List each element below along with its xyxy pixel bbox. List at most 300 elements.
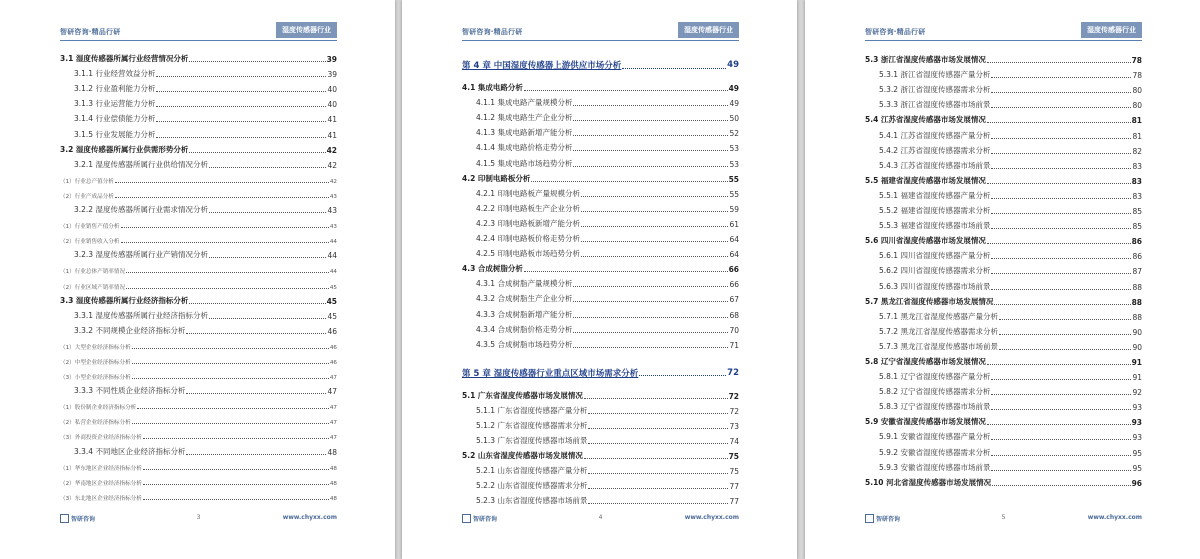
dot-leader bbox=[991, 77, 1131, 78]
dot-leader bbox=[991, 138, 1131, 139]
toc-entry-title: （1）行业总产值分析 bbox=[60, 178, 114, 185]
dot-leader bbox=[991, 153, 1131, 154]
toc-entry-title: 3.2.2 湿度传感器所属行业需求情况分析 bbox=[74, 205, 208, 215]
toc-entry[interactable] bbox=[60, 94, 337, 109]
toc-entry-page: 64 bbox=[729, 250, 739, 260]
toc-entry-page: 45 bbox=[327, 311, 337, 321]
toc-entry[interactable] bbox=[865, 201, 1142, 216]
dot-leader bbox=[524, 271, 728, 272]
toc-entry[interactable] bbox=[60, 64, 337, 79]
toc-entry[interactable] bbox=[60, 170, 337, 185]
toc-entry[interactable] bbox=[865, 367, 1142, 382]
toc-entry-title: 4.1 集成电路分析 bbox=[462, 83, 523, 93]
toc-entry[interactable] bbox=[60, 411, 337, 426]
toc-entry[interactable] bbox=[60, 291, 337, 306]
toc-entry-title: 4.1.4 集成电路价格走势分析 bbox=[476, 143, 573, 153]
brand-label: 智研咨询·精品行研 bbox=[865, 28, 926, 36]
toc-entry[interactable] bbox=[60, 215, 337, 230]
toc-entry-title: 3.1.1 行业经营效益分析 bbox=[74, 69, 156, 79]
dot-leader bbox=[991, 198, 1131, 199]
toc-entry[interactable] bbox=[462, 476, 739, 491]
dot-leader bbox=[531, 181, 727, 182]
toc-entry[interactable] bbox=[462, 123, 739, 138]
toc-entry[interactable] bbox=[60, 396, 337, 411]
toc-entry-title: 4.2.2 印制电路板生产企业分析 bbox=[476, 203, 580, 213]
toc-entry[interactable] bbox=[462, 304, 739, 319]
toc-entry-title: 4.3.3 合成树脂新增产能分析 bbox=[476, 309, 573, 319]
toc-entry-title: （2）行业区域产销率情况 bbox=[60, 284, 126, 291]
industry-tag: 湿度传感器行业 bbox=[276, 22, 337, 38]
toc-entry-page: 53 bbox=[729, 144, 739, 154]
toc-entry-title: 5.2 山东省湿度传感器市场发展情况 bbox=[462, 451, 583, 461]
toc-entry[interactable] bbox=[60, 487, 337, 502]
footer-logo: 智研咨询 bbox=[60, 514, 95, 523]
toc-entry[interactable] bbox=[865, 442, 1142, 457]
toc-entry-title: 5.2.1 山东省湿度传感器产量分析 bbox=[476, 466, 588, 476]
dot-leader bbox=[573, 317, 728, 318]
toc-entry-page: 70 bbox=[729, 325, 739, 335]
dot-leader bbox=[994, 304, 1130, 305]
table-of-contents bbox=[865, 50, 1142, 488]
toc-entry-page: 85 bbox=[1132, 207, 1142, 217]
dot-leader bbox=[132, 423, 329, 424]
toc-entry-page: 78 bbox=[1132, 71, 1142, 81]
industry-tag: 湿度传感器行业 bbox=[678, 22, 739, 38]
toc-entry-page: 47 bbox=[329, 435, 337, 442]
toc-entry[interactable] bbox=[462, 184, 739, 199]
toc-entry[interactable] bbox=[60, 336, 337, 351]
toc-entry-title: 3.1.2 行业盈利能力分析 bbox=[74, 84, 156, 94]
toc-entry-title: 4.1.5 集成电路市场趋势分析 bbox=[476, 158, 573, 168]
toc-entry[interactable] bbox=[60, 441, 337, 456]
toc-entry-title: （3）东北地区企业经济指标分析 bbox=[60, 495, 142, 502]
dot-leader bbox=[588, 473, 728, 474]
toc-entry-title: 3.1.3 行业运营能力分析 bbox=[74, 99, 156, 109]
toc-entry-page: 85 bbox=[1132, 222, 1142, 232]
toc-entry-title: 5.4.2 江苏省湿度传感器需求分析 bbox=[879, 145, 991, 155]
dot-leader bbox=[622, 68, 726, 69]
document-page bbox=[402, 0, 797, 559]
dot-leader bbox=[126, 288, 329, 289]
toc-entry[interactable] bbox=[865, 276, 1142, 291]
dot-leader bbox=[581, 196, 728, 197]
dot-leader bbox=[573, 301, 728, 302]
toc-entry[interactable] bbox=[865, 156, 1142, 171]
toc-entry-title: （1）行业销售产值分析 bbox=[60, 224, 120, 231]
toc-entry-title: 5.3.1 浙江省湿度传感器产量分析 bbox=[879, 70, 991, 80]
dot-leader bbox=[143, 484, 329, 485]
toc-entry[interactable] bbox=[60, 49, 337, 64]
toc-entry-title: 5.8 辽宁省湿度传感器市场发展情况 bbox=[865, 356, 986, 366]
toc-entry[interactable] bbox=[865, 458, 1142, 473]
toc-entry[interactable] bbox=[865, 261, 1142, 276]
toc-entry-page: 47 bbox=[329, 405, 337, 412]
toc-entry-page: 44 bbox=[329, 269, 337, 276]
toc-entry-title: 5.7.1 黑龙江省湿度传感器产量分析 bbox=[879, 311, 998, 321]
toc-entry[interactable] bbox=[60, 260, 337, 275]
toc-entry-page: 42 bbox=[329, 178, 337, 185]
dot-leader bbox=[209, 167, 326, 168]
toc-entry-page: 46 bbox=[329, 359, 337, 366]
table-of-contents bbox=[462, 52, 739, 506]
footer-url[interactable]: www.chyxx.com bbox=[684, 514, 739, 521]
dot-leader bbox=[991, 107, 1131, 108]
toc-entry-page: 49 bbox=[728, 84, 739, 94]
toc-entry[interactable] bbox=[865, 50, 1142, 65]
toc-entry[interactable] bbox=[462, 491, 739, 506]
page-number: 3 bbox=[196, 514, 201, 521]
toc-entry[interactable] bbox=[462, 416, 739, 431]
toc-entry-page: 93 bbox=[1132, 433, 1142, 443]
dot-leader bbox=[143, 438, 329, 439]
dot-leader bbox=[115, 197, 329, 198]
toc-entry-title: 3.3.1 湿度传感器所属行业经济指标分析 bbox=[74, 310, 208, 320]
toc-entry-page: 47 bbox=[329, 375, 337, 382]
toc-entry-page: 91 bbox=[1132, 373, 1142, 383]
toc-entry-page: 66 bbox=[729, 280, 739, 290]
toc-entry-title: 5.4 江苏省湿度传感器市场发展情况 bbox=[865, 115, 986, 125]
toc-entry-title: 5.1.3 广东省湿度传感器市场前景 bbox=[476, 436, 588, 446]
toc-entry[interactable] bbox=[462, 289, 739, 304]
toc-entry-title: 4.1.1 集成电路产量规模分析 bbox=[476, 98, 573, 108]
dot-leader bbox=[186, 454, 326, 455]
toc-entry[interactable] bbox=[60, 124, 337, 139]
toc-entry-page: 45 bbox=[326, 296, 337, 306]
toc-entry[interactable] bbox=[462, 446, 739, 461]
toc-entry[interactable] bbox=[865, 231, 1142, 246]
toc-entry-title: （3）外商投资企业经济指标分析 bbox=[60, 435, 142, 442]
toc-entry-title: 5.3.2 浙江省湿度传感器需求分析 bbox=[879, 85, 991, 95]
page-header bbox=[865, 22, 1142, 41]
toc-entry-title: 5.8.3 辽宁省湿度传感器市场前景 bbox=[879, 402, 991, 412]
toc-entry-page: 66 bbox=[728, 265, 739, 275]
toc-entry[interactable] bbox=[462, 401, 739, 416]
toc-entry[interactable] bbox=[865, 141, 1142, 156]
toc-entry[interactable] bbox=[60, 245, 337, 260]
toc-entry-title: （1）行业总体产销率情况 bbox=[60, 269, 126, 276]
toc-entry-title: 4.3.4 合成树脂价格走势分析 bbox=[476, 324, 573, 334]
dot-leader bbox=[991, 470, 1131, 471]
toc-entry[interactable] bbox=[462, 431, 739, 446]
toc-entry[interactable] bbox=[865, 307, 1142, 322]
toc-entry-page: 43 bbox=[329, 193, 337, 200]
toc-entry-page: 78 bbox=[1131, 56, 1142, 66]
toc-entry[interactable] bbox=[60, 457, 337, 472]
toc-entry-page: 68 bbox=[729, 310, 739, 320]
dot-leader bbox=[992, 485, 1130, 486]
toc-entry-title: 3.2 湿度传感器所属行业供需形势分析 bbox=[60, 144, 189, 154]
dot-leader bbox=[209, 212, 326, 213]
page-header bbox=[60, 22, 337, 41]
toc-entry[interactable] bbox=[462, 199, 739, 214]
toc-entry-title: （1）股份制企业经济指标分析 bbox=[60, 405, 137, 412]
dot-leader bbox=[156, 91, 326, 92]
dot-leader bbox=[581, 256, 728, 257]
toc-entry-page: 88 bbox=[1132, 282, 1142, 292]
toc-entry[interactable] bbox=[865, 412, 1142, 427]
toc-chapter-entry[interactable] bbox=[462, 52, 739, 78]
dot-leader bbox=[991, 92, 1131, 93]
toc-entry[interactable] bbox=[462, 274, 739, 289]
toc-entry[interactable] bbox=[865, 216, 1142, 231]
dot-leader bbox=[156, 137, 326, 138]
toc-entry-title: 3.1 湿度传感器所属行业经营情况分析 bbox=[60, 54, 189, 64]
toc-entry-page: 53 bbox=[729, 159, 739, 169]
toc-entry-page: 42 bbox=[327, 160, 337, 170]
toc-entry-title: （2）行业产成品分析 bbox=[60, 193, 114, 200]
toc-entry-page: 95 bbox=[1132, 448, 1142, 458]
toc-entry-title: 5.6.1 四川省湿度传感器产量分析 bbox=[879, 251, 991, 261]
toc-entry-page: 82 bbox=[1132, 146, 1142, 156]
dot-leader bbox=[186, 393, 326, 394]
toc-entry-page: 44 bbox=[327, 251, 337, 261]
dot-leader bbox=[121, 242, 329, 243]
toc-entry-page: 49 bbox=[729, 99, 739, 109]
toc-entry-title: 3.1.4 行业偿债能力分析 bbox=[74, 114, 156, 124]
dot-leader bbox=[137, 408, 329, 409]
toc-entry-page: 52 bbox=[729, 129, 739, 139]
toc-entry[interactable] bbox=[865, 95, 1142, 110]
toc-entry[interactable] bbox=[462, 386, 739, 401]
toc-entry-page: 67 bbox=[729, 295, 739, 305]
dot-leader bbox=[991, 273, 1131, 274]
toc-entry-page: 80 bbox=[1132, 101, 1142, 111]
toc-entry[interactable] bbox=[462, 169, 739, 184]
toc-entry-page: 49 bbox=[727, 60, 739, 70]
toc-entry[interactable] bbox=[865, 337, 1142, 352]
toc-entry-title: 4.2.3 印制电路板新增产能分析 bbox=[476, 218, 580, 228]
toc-entry-title: 5.3 浙江省湿度传感器市场发展情况 bbox=[865, 55, 986, 65]
dot-leader bbox=[143, 499, 329, 500]
dot-leader bbox=[209, 318, 326, 319]
toc-entry[interactable] bbox=[865, 80, 1142, 95]
dot-leader bbox=[143, 469, 329, 470]
dot-leader bbox=[991, 439, 1131, 440]
toc-entry-title: （2）华南地区企业经济指标分析 bbox=[60, 480, 142, 487]
toc-entry-page: 61 bbox=[729, 219, 739, 229]
toc-entry[interactable] bbox=[865, 292, 1142, 307]
toc-entry-title: 5.8.1 辽宁省湿度传感器产量分析 bbox=[879, 372, 991, 382]
toc-entry[interactable] bbox=[865, 186, 1142, 201]
toc-entry-title: 5.1.2 广东省湿度传感器需求分析 bbox=[476, 420, 588, 430]
dot-leader bbox=[991, 258, 1131, 259]
toc-entry-page: 90 bbox=[1132, 327, 1142, 337]
footer-url[interactable]: www.chyxx.com bbox=[282, 514, 337, 521]
toc-entry-title: 4.3.1 合成树脂产量规模分析 bbox=[476, 279, 573, 289]
dot-leader bbox=[987, 424, 1131, 425]
dot-leader bbox=[189, 152, 325, 153]
dot-leader bbox=[987, 364, 1131, 365]
toc-entry-page: 75 bbox=[729, 467, 739, 477]
toc-entry-page: 95 bbox=[1132, 463, 1142, 473]
toc-entry-title: 5.2.2 山东省湿度传感器需求分析 bbox=[476, 481, 588, 491]
toc-entry[interactable] bbox=[60, 321, 337, 336]
toc-entry[interactable] bbox=[865, 352, 1142, 367]
page-number: 4 bbox=[598, 514, 603, 521]
dot-leader bbox=[573, 347, 728, 348]
toc-entry[interactable] bbox=[865, 397, 1142, 412]
toc-entry[interactable] bbox=[60, 79, 337, 94]
dot-leader bbox=[573, 332, 728, 333]
toc-entry[interactable] bbox=[865, 171, 1142, 186]
toc-entry-page: 42 bbox=[326, 145, 337, 155]
toc-entry-title: 3.3.2 不同规模企业经济指标分析 bbox=[74, 325, 186, 335]
dot-leader bbox=[991, 213, 1131, 214]
toc-entry[interactable] bbox=[60, 472, 337, 487]
toc-entry[interactable] bbox=[60, 366, 337, 381]
toc-entry-page: 40 bbox=[327, 85, 337, 95]
toc-entry-page: 86 bbox=[1131, 237, 1142, 247]
toc-entry-page: 64 bbox=[729, 235, 739, 245]
toc-entry-page: 72 bbox=[728, 391, 739, 401]
toc-entry-page: 81 bbox=[1131, 116, 1142, 126]
toc-entry[interactable] bbox=[865, 427, 1142, 442]
toc-entry-page: 46 bbox=[327, 326, 337, 336]
dot-leader bbox=[584, 458, 728, 459]
dot-leader bbox=[573, 120, 728, 121]
toc-entry-page: 83 bbox=[1132, 161, 1142, 171]
toc-entry-page: 93 bbox=[1131, 418, 1142, 428]
toc-entry[interactable] bbox=[462, 214, 739, 229]
toc-entry[interactable] bbox=[865, 110, 1142, 125]
dot-leader bbox=[999, 334, 1131, 335]
toc-entry[interactable] bbox=[462, 229, 739, 244]
dot-leader bbox=[573, 105, 728, 106]
brand-label: 智研咨询·精品行研 bbox=[60, 28, 121, 36]
toc-entry-title: 3.2.1 湿度传感器所属行业供给情况分析 bbox=[74, 159, 208, 169]
toc-entry-title: 5.4.3 江苏省湿度传感器市场前景 bbox=[879, 160, 991, 170]
toc-entry[interactable] bbox=[60, 140, 337, 155]
toc-entry-title: 5.5.1 福建省湿度传感器产量分析 bbox=[879, 190, 991, 200]
toc-entry[interactable] bbox=[865, 125, 1142, 140]
toc-entry[interactable] bbox=[60, 109, 337, 124]
toc-entry-title: 5.6.2 四川省湿度传感器需求分析 bbox=[879, 266, 991, 276]
dot-leader bbox=[588, 488, 728, 489]
toc-entry[interactable] bbox=[462, 153, 739, 168]
toc-entry-title: 5.1.1 广东省湿度传感器产量分析 bbox=[476, 405, 588, 415]
toc-entry-page: 48 bbox=[327, 447, 337, 457]
toc-entry[interactable] bbox=[462, 108, 739, 123]
toc-entry-page: 71 bbox=[729, 340, 739, 350]
toc-entry[interactable] bbox=[865, 65, 1142, 80]
toc-entry-title: 5.6 四川省湿度传感器市场发展情况 bbox=[865, 236, 986, 246]
toc-entry-title: 4.3.5 合成树脂市场趋势分析 bbox=[476, 339, 573, 349]
toc-entry[interactable] bbox=[60, 351, 337, 366]
toc-entry-page: 45 bbox=[329, 284, 337, 291]
toc-entry-title: 5.9.2 安徽省湿度传感器需求分析 bbox=[879, 447, 991, 457]
toc-entry-page: 91 bbox=[1131, 357, 1142, 367]
toc-entry-title: 4.3 合成树脂分析 bbox=[462, 264, 523, 274]
toc-entry-page: 39 bbox=[327, 70, 337, 80]
toc-entry[interactable] bbox=[60, 230, 337, 245]
brand-label: 智研咨询·精品行研 bbox=[462, 28, 523, 36]
toc-entry[interactable] bbox=[60, 200, 337, 215]
toc-spacer bbox=[462, 350, 739, 360]
toc-entry-title: 5.4.1 江苏省湿度传感器产量分析 bbox=[879, 130, 991, 140]
toc-entry-title: 4.1.3 集成电路新增产能分析 bbox=[476, 128, 573, 138]
dot-leader bbox=[991, 409, 1131, 410]
toc-entry[interactable] bbox=[60, 381, 337, 396]
dot-leader bbox=[581, 226, 728, 227]
toc-entry[interactable] bbox=[865, 473, 1142, 488]
toc-entry[interactable] bbox=[865, 322, 1142, 337]
dot-leader bbox=[588, 443, 728, 444]
toc-entry[interactable] bbox=[462, 259, 739, 274]
dot-leader bbox=[584, 398, 728, 399]
toc-entry-title: 4.3.2 合成树脂生产企业分析 bbox=[476, 294, 573, 304]
document-page bbox=[0, 0, 395, 559]
toc-entry[interactable] bbox=[60, 155, 337, 170]
toc-entry[interactable] bbox=[60, 426, 337, 441]
toc-entry-title: 5.2.3 山东省湿度传感器市场前景 bbox=[476, 496, 588, 506]
footer-logo: 智研咨询 bbox=[865, 514, 900, 523]
toc-entry-page: 88 bbox=[1131, 297, 1142, 307]
toc-entry[interactable] bbox=[462, 78, 739, 93]
table-of-contents bbox=[60, 49, 337, 502]
toc-entry-title: 3.3 湿度传感器所属行业经济指标分析 bbox=[60, 295, 189, 305]
industry-tag: 湿度传感器行业 bbox=[1081, 22, 1142, 38]
dot-leader bbox=[588, 413, 728, 414]
dot-leader bbox=[999, 349, 1131, 350]
dot-leader bbox=[186, 333, 326, 334]
toc-entry-page: 47 bbox=[327, 387, 337, 397]
toc-entry[interactable] bbox=[462, 244, 739, 259]
toc-entry[interactable] bbox=[462, 461, 739, 476]
dot-leader bbox=[132, 348, 329, 349]
toc-entry-page: 87 bbox=[1132, 267, 1142, 277]
toc-entry[interactable] bbox=[60, 306, 337, 321]
dot-leader bbox=[189, 303, 325, 304]
toc-entry-title: 4.2.1 印制电路板产量规模分析 bbox=[476, 188, 580, 198]
toc-entry-page: 86 bbox=[1132, 252, 1142, 262]
toc-entry-page: 55 bbox=[729, 189, 739, 199]
toc-entry-title: 5.5.3 福建省湿度传感器市场前景 bbox=[879, 221, 991, 231]
toc-entry-page: 92 bbox=[1132, 388, 1142, 398]
toc-entry-title: 4.1.2 集成电路生产企业分析 bbox=[476, 113, 573, 123]
toc-entry-page: 41 bbox=[327, 130, 337, 140]
footer-url[interactable]: www.chyxx.com bbox=[1087, 514, 1142, 521]
dot-leader bbox=[991, 455, 1131, 456]
toc-entry[interactable] bbox=[60, 275, 337, 290]
toc-chapter-entry[interactable] bbox=[462, 360, 739, 386]
dot-leader bbox=[121, 227, 329, 228]
toc-entry-page: 46 bbox=[329, 344, 337, 351]
toc-entry-title: （2）私营企业经济指标分析 bbox=[60, 420, 131, 427]
toc-entry[interactable] bbox=[462, 138, 739, 153]
toc-entry-page: 73 bbox=[729, 421, 739, 431]
document-page bbox=[805, 0, 1200, 559]
toc-entry[interactable] bbox=[865, 246, 1142, 261]
toc-entry-page: 43 bbox=[327, 206, 337, 216]
toc-entry-page: 50 bbox=[729, 114, 739, 124]
toc-entry-page: 81 bbox=[1132, 131, 1142, 141]
toc-entry[interactable] bbox=[462, 93, 739, 108]
toc-entry[interactable] bbox=[462, 320, 739, 335]
toc-entry-title: 4.2 印制电路板分析 bbox=[462, 173, 531, 183]
toc-entry-page: 77 bbox=[729, 497, 739, 507]
toc-entry-page: 48 bbox=[329, 465, 337, 472]
toc-entry-page: 83 bbox=[1132, 191, 1142, 201]
toc-entry[interactable] bbox=[60, 185, 337, 200]
toc-entry-title: 5.7 黑龙江省湿度传感器市场发展情况 bbox=[865, 296, 994, 306]
toc-entry[interactable] bbox=[462, 335, 739, 350]
dot-leader bbox=[991, 394, 1131, 395]
dot-leader bbox=[987, 122, 1131, 123]
toc-entry[interactable] bbox=[865, 382, 1142, 397]
toc-entry-title: （1）大型企业经济指标分析 bbox=[60, 344, 131, 351]
dot-leader bbox=[115, 182, 329, 183]
toc-entry-title: 第 5 章 湿度传感器行业重点区域市场需求分析 bbox=[462, 368, 639, 379]
